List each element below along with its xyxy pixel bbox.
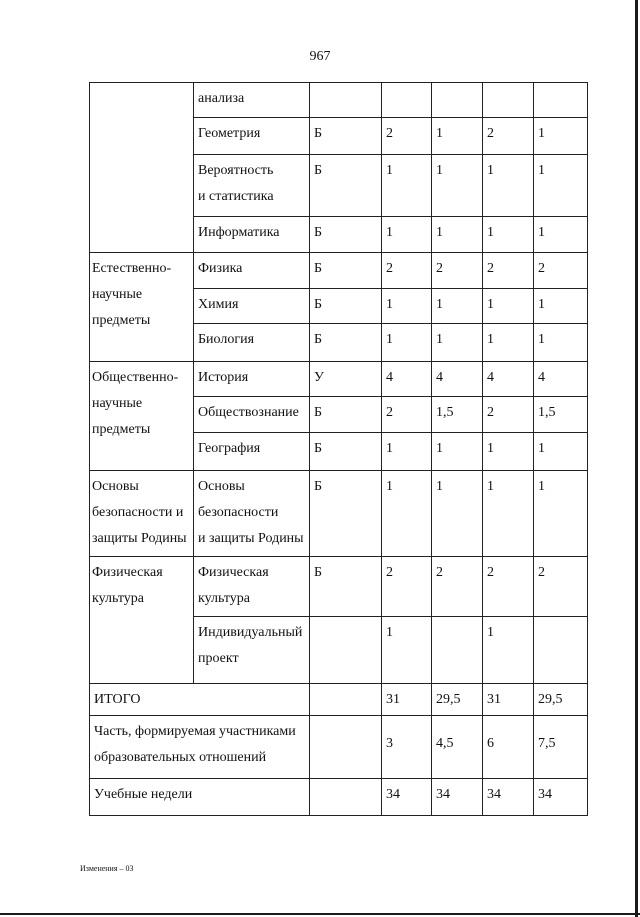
table-hline bbox=[193, 117, 588, 118]
hours-value: 1 bbox=[386, 297, 393, 312]
hours-value: 4 bbox=[436, 370, 443, 385]
subject-name: История bbox=[198, 370, 249, 385]
footer-note: Изменения – 03 bbox=[80, 864, 134, 873]
hours-value: 1 bbox=[386, 479, 393, 494]
total-value: 34 bbox=[386, 787, 400, 802]
total-value: 6 bbox=[487, 736, 494, 751]
table-vline bbox=[89, 82, 90, 815]
study-level: Б bbox=[314, 332, 323, 347]
table-hline bbox=[89, 82, 588, 83]
subject-name: Биология bbox=[198, 332, 255, 347]
subject-name: и защиты Родины bbox=[198, 531, 304, 546]
subject-area: научные bbox=[92, 287, 143, 302]
hours-value: 2 bbox=[436, 565, 443, 580]
subject-name: Физика bbox=[198, 261, 243, 276]
subject-name: культура bbox=[198, 591, 250, 606]
hours-value: 1 bbox=[386, 625, 393, 640]
hours-value: 1 bbox=[487, 441, 494, 456]
total-label: Учебные недели bbox=[94, 787, 193, 802]
table-hline bbox=[89, 715, 588, 716]
study-level: Б bbox=[314, 565, 323, 580]
table-hline bbox=[193, 154, 588, 155]
total-value: 31 bbox=[386, 692, 400, 707]
hours-value: 1 bbox=[487, 225, 494, 240]
hours-value: 2 bbox=[538, 261, 545, 276]
table-hline bbox=[193, 616, 588, 617]
subject-area: Физическая bbox=[92, 565, 163, 580]
hours-value: 2 bbox=[487, 126, 494, 141]
hours-value: 1 bbox=[487, 332, 494, 347]
hours-value: 1 bbox=[386, 441, 393, 456]
study-level: Б bbox=[314, 163, 323, 178]
table-hline bbox=[89, 556, 588, 557]
total-value: 29,5 bbox=[538, 692, 563, 707]
hours-value: 2 bbox=[386, 405, 393, 420]
subject-area: Основы bbox=[92, 479, 139, 494]
table-hline bbox=[89, 815, 588, 816]
hours-value: 2 bbox=[386, 126, 393, 141]
table-hline bbox=[193, 432, 588, 433]
table-hline bbox=[89, 470, 588, 471]
subject-name: безопасности bbox=[198, 505, 279, 520]
subject-area: защиты Родины bbox=[92, 531, 187, 546]
table-vline bbox=[381, 82, 382, 815]
hours-value: 1 bbox=[436, 163, 443, 178]
total-label: Часть, формируемая участниками bbox=[94, 724, 296, 739]
subject-name: Обществознание bbox=[198, 405, 299, 420]
hours-value: 4 bbox=[538, 370, 545, 385]
subject-area: предметы bbox=[92, 313, 151, 328]
hours-value: 1 bbox=[538, 441, 545, 456]
table-hline bbox=[89, 252, 588, 253]
total-value: 7,5 bbox=[538, 736, 556, 751]
hours-value: 1 bbox=[436, 126, 443, 141]
subject-name: Информатика bbox=[198, 225, 280, 240]
hours-value: 1 bbox=[538, 225, 545, 240]
subject-name: Физическая bbox=[198, 565, 269, 580]
hours-value: 2 bbox=[538, 565, 545, 580]
total-label: ИТОГО bbox=[94, 692, 141, 707]
subject-name: и статистика bbox=[198, 189, 274, 204]
subject-name: Химия bbox=[198, 297, 239, 312]
study-level: Б bbox=[314, 225, 323, 240]
subject-name: Основы bbox=[198, 479, 245, 494]
hours-value: 2 bbox=[386, 565, 393, 580]
total-value: 4,5 bbox=[436, 736, 454, 751]
table-vline bbox=[431, 82, 432, 815]
hours-value: 4 bbox=[386, 370, 393, 385]
scan-edge-bottom bbox=[0, 913, 640, 915]
scan-edge-right bbox=[635, 0, 638, 917]
subject-name: География bbox=[198, 441, 261, 456]
hours-value: 2 bbox=[487, 261, 494, 276]
table-vline bbox=[482, 82, 483, 815]
subject-name: анализа bbox=[198, 91, 245, 106]
hours-value: 1 bbox=[436, 441, 443, 456]
table-hline bbox=[193, 216, 588, 217]
hours-value: 2 bbox=[487, 405, 494, 420]
hours-value: 1 bbox=[538, 163, 545, 178]
total-value: 34 bbox=[487, 787, 501, 802]
study-level: У bbox=[314, 370, 324, 385]
subject-area: предметы bbox=[92, 422, 151, 437]
total-label: образовательных отношений bbox=[94, 750, 267, 765]
hours-value: 1,5 bbox=[436, 405, 454, 420]
hours-value: 1 bbox=[487, 163, 494, 178]
subject-area: культура bbox=[92, 591, 144, 606]
subject-name: Вероятность bbox=[198, 163, 274, 178]
hours-value: 2 bbox=[487, 565, 494, 580]
hours-value: 1 bbox=[538, 332, 545, 347]
total-value: 34 bbox=[538, 787, 552, 802]
table-hline bbox=[193, 288, 588, 289]
hours-value: 1 bbox=[436, 297, 443, 312]
subject-area: научные bbox=[92, 396, 143, 411]
table-hline bbox=[89, 778, 588, 779]
subject-area: Естественно- bbox=[92, 261, 172, 276]
hours-value: 1 bbox=[436, 479, 443, 494]
hours-value: 1 bbox=[487, 479, 494, 494]
subject-name: Геометрия bbox=[198, 126, 261, 141]
hours-value: 1 bbox=[386, 332, 393, 347]
hours-value: 1 bbox=[487, 297, 494, 312]
study-level: Б bbox=[314, 441, 323, 456]
hours-value: 1 bbox=[538, 479, 545, 494]
page-number: 967 bbox=[309, 49, 331, 64]
hours-value: 1,5 bbox=[538, 405, 556, 420]
hours-value: 1 bbox=[538, 297, 545, 312]
hours-value: 1 bbox=[436, 332, 443, 347]
table-hline bbox=[193, 396, 588, 397]
table-hline bbox=[193, 323, 588, 324]
subject-name: проект bbox=[198, 651, 239, 666]
hours-value: 2 bbox=[436, 261, 443, 276]
study-level: Б bbox=[314, 297, 323, 312]
subject-name: Индивидуальный bbox=[198, 625, 303, 640]
table-vline bbox=[309, 82, 310, 815]
subject-area: безопасности и bbox=[92, 505, 184, 520]
total-value: 31 bbox=[487, 692, 501, 707]
study-level: Б bbox=[314, 405, 323, 420]
table-vline bbox=[193, 82, 194, 683]
total-value: 3 bbox=[386, 736, 393, 751]
total-value: 34 bbox=[436, 787, 450, 802]
total-value: 29,5 bbox=[436, 692, 461, 707]
study-level: Б bbox=[314, 126, 323, 141]
hours-value: 1 bbox=[487, 625, 494, 640]
hours-value: 1 bbox=[436, 225, 443, 240]
table-hline bbox=[89, 361, 588, 362]
study-level: Б bbox=[314, 479, 323, 494]
hours-value: 4 bbox=[487, 370, 494, 385]
hours-value: 1 bbox=[386, 225, 393, 240]
table-vline bbox=[533, 82, 534, 815]
table-vline bbox=[587, 82, 588, 815]
hours-value: 2 bbox=[386, 261, 393, 276]
hours-value: 1 bbox=[538, 126, 545, 141]
study-level: Б bbox=[314, 261, 323, 276]
hours-value: 1 bbox=[386, 163, 393, 178]
table-hline bbox=[89, 683, 588, 684]
subject-area: Общественно- bbox=[92, 370, 179, 385]
